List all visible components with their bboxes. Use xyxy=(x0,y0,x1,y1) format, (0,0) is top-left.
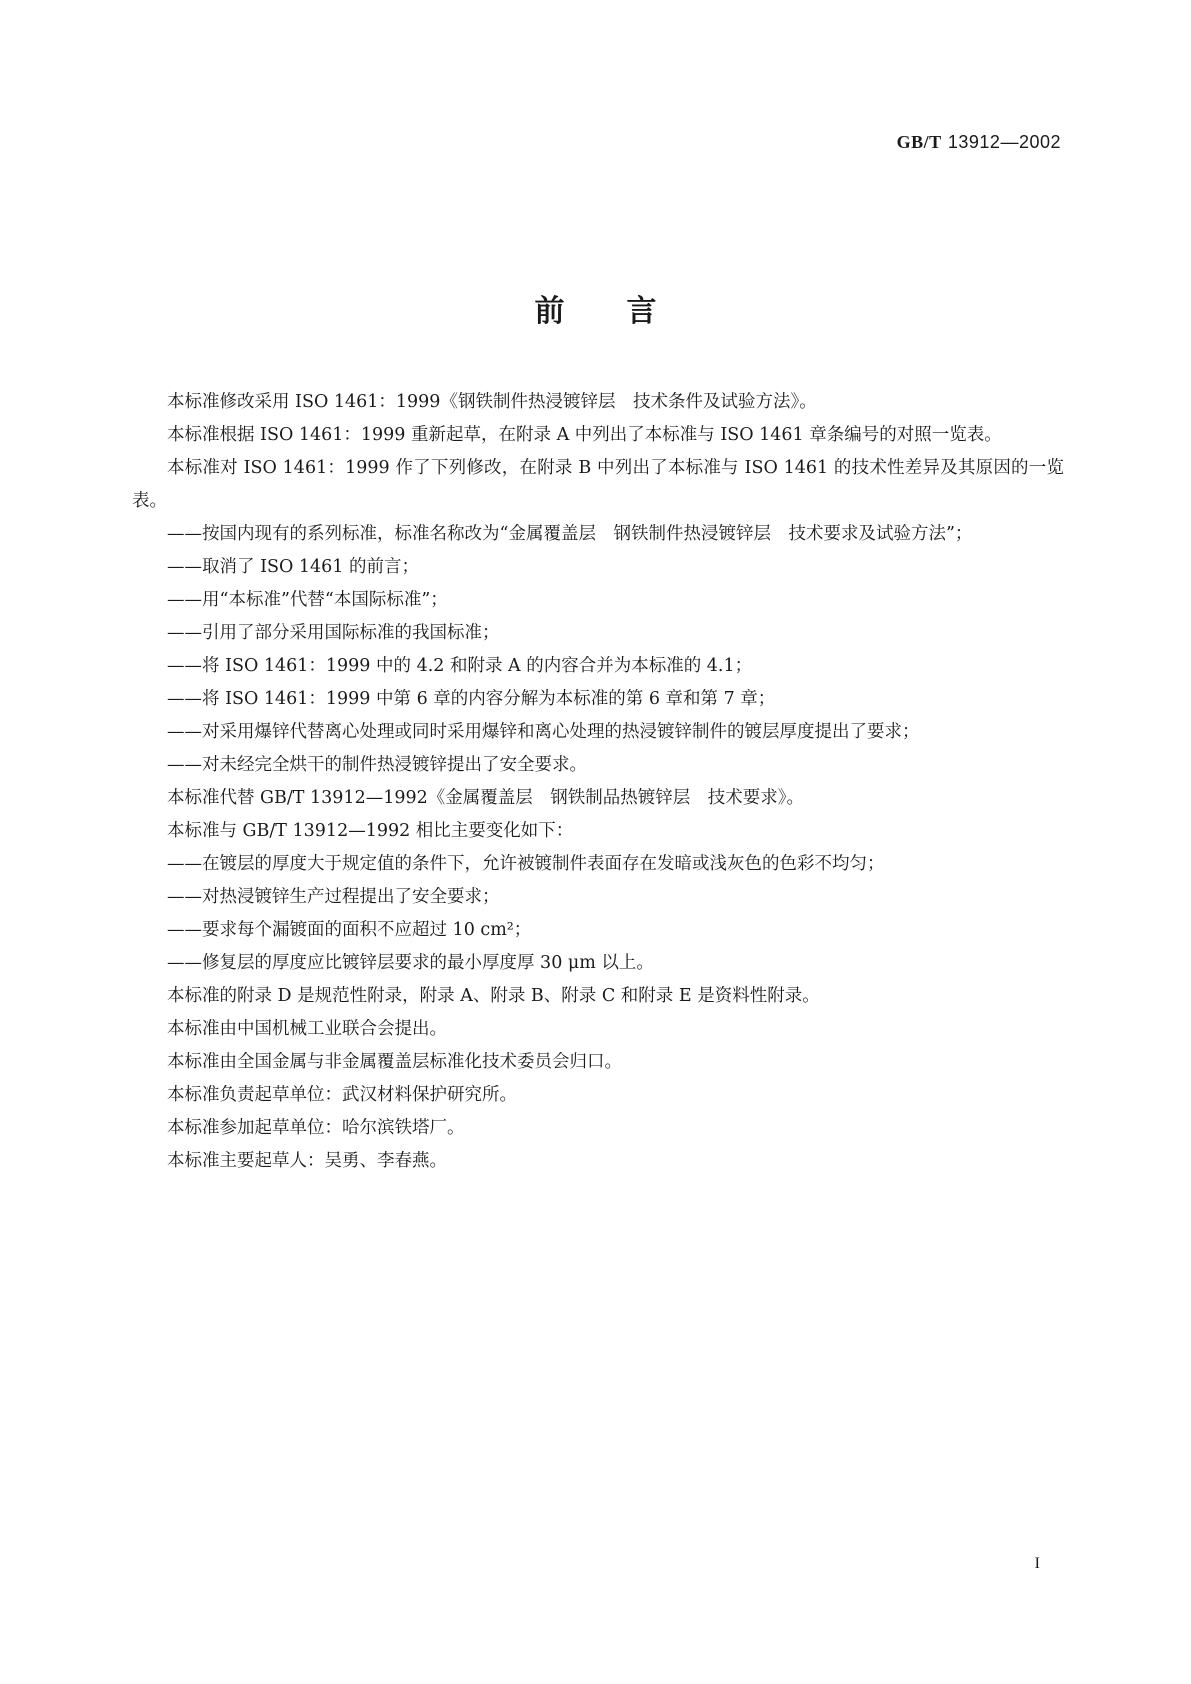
paragraph: 本标准修改采用 ISO 1461：1999《钢铁制件热浸镀锌层 技术条件及试验方法》。 xyxy=(167,392,817,412)
list-item: ——在镀层的厚度大于规定值的条件下，允许被镀制件表面存在发暗或浅灰色的色彩不均匀； xyxy=(167,854,885,874)
paragraph: 本标准负责起草单位：武汉材料保护研究所。 xyxy=(167,1085,517,1105)
list-item: ——将 ISO 1461：1999 中的 4.2 和附录 A 的内容合并为本标准的 4.1； xyxy=(167,656,753,676)
paragraph: 本标准代替 GB/T 13912—1992《金属覆盖层 钢铁制品热镀锌层 技术要求》。 xyxy=(167,788,804,808)
standard-prefix: GB/T xyxy=(896,132,942,152)
list-item: ——用“本标准”代替“本国际标准”； xyxy=(167,590,448,610)
list-item: ——将 ISO 1461：1999 中第 6 章的内容分解为本标准的第 6 章和第 7 章； xyxy=(167,689,776,709)
paragraph: 本标准对 ISO 1461：1999 作了下列修改，在附录 B 中列出了本标准与 ISO 1461 的技术性差异及其原因的一览表。 xyxy=(132,458,1064,511)
list-item: ——引用了部分采用国际标准的我国标准； xyxy=(167,623,500,643)
list-item: ——取消了 ISO 1461 的前言； xyxy=(167,557,419,577)
list-item: ——修复层的厚度应比镀锌层要求的最小厚度厚 30 μm 以上。 xyxy=(167,953,654,973)
paragraph: 本标准由全国金属与非金属覆盖层标准化技术委员会归口。 xyxy=(167,1052,622,1072)
paragraph: 本标准由中国机械工业联合会提出。 xyxy=(167,1019,447,1039)
paragraph: 本标准与 GB/T 13912—1992 相比主要变化如下： xyxy=(167,821,574,841)
paragraph: 本标准的附录 D 是规范性附录，附录 A、附录 B、附录 C 和附录 E 是资料性附录。 xyxy=(167,986,820,1006)
page-title: 前言 xyxy=(534,294,719,329)
standard-code: 13912—2002 xyxy=(947,132,1061,152)
list-item: ——要求每个漏镀面的面积不应超过 10 cm²； xyxy=(167,920,532,940)
paragraph: 本标准主要起草人：吴勇、李春燕。 xyxy=(167,1151,447,1171)
foreword-body xyxy=(132,386,1064,1178)
list-item: ——按国内现有的系列标准，标准名称改为“金属覆盖层 钢铁制件热浸镀锌层 技术要求及试验方法”； xyxy=(167,524,973,544)
standard-number-header xyxy=(897,132,1061,153)
paragraph: 本标准根据 ISO 1461：1999 重新起草，在附录 A 中列出了本标准与 ISO 1461 章条编号的对照一览表。 xyxy=(167,425,1002,445)
list-item: ——对未经完全烘干的制件热浸镀锌提出了安全要求。 xyxy=(167,755,587,775)
list-item: ——对热浸镀锌生产过程提出了安全要求； xyxy=(167,887,500,907)
list-item: ——对采用爆锌代替离心处理或同时采用爆锌和离心处理的热浸镀锌制件的镀层厚度提出了要求； xyxy=(167,722,920,742)
paragraph: 本标准参加起草单位：哈尔滨铁塔厂。 xyxy=(167,1118,465,1138)
page-number: I xyxy=(1034,1555,1040,1572)
